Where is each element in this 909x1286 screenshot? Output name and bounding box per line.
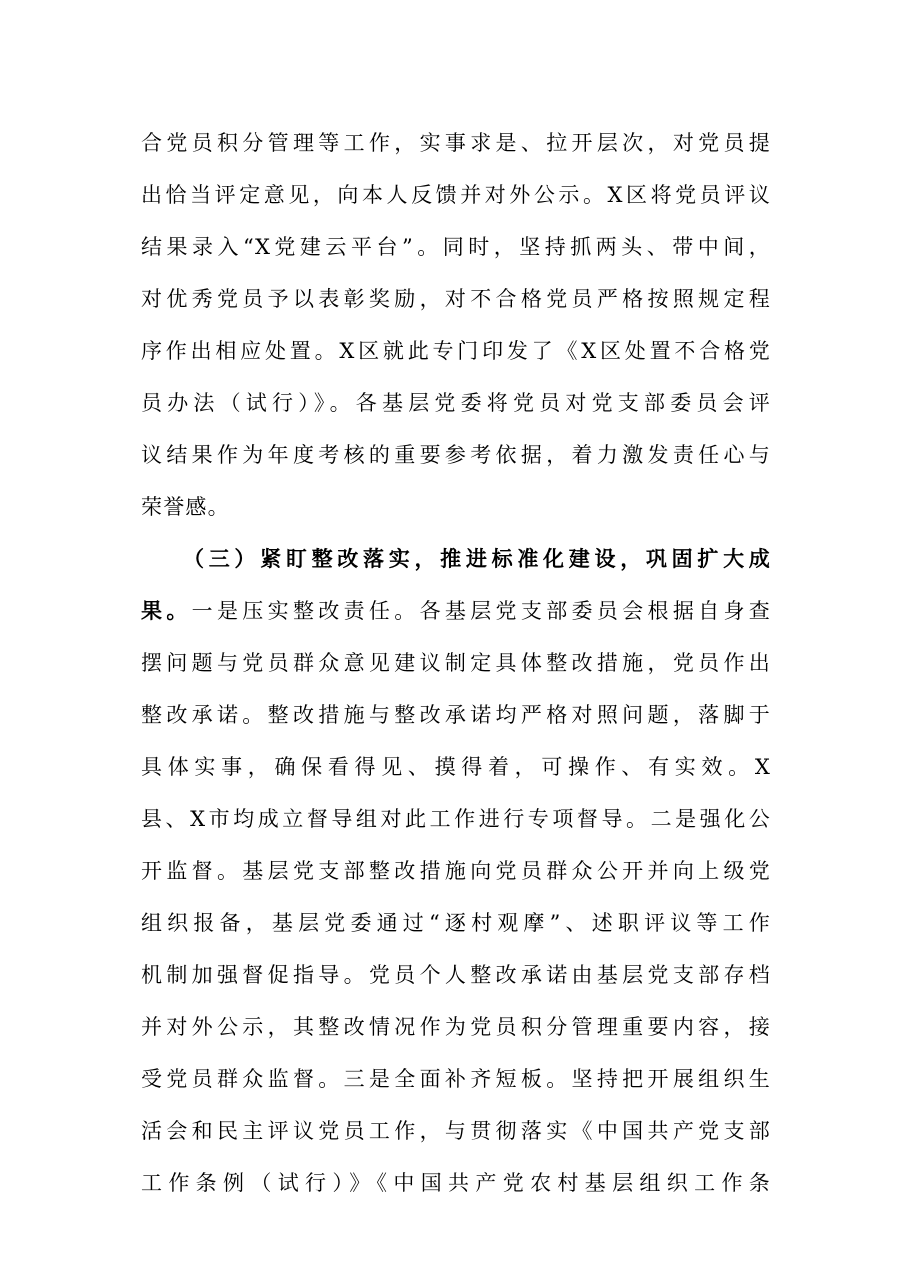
section-heading: （三）紧盯整改落实，推进标准化建设，巩固扩大成: [183, 546, 771, 571]
paragraph-line: 荣誉感。: [141, 495, 230, 519]
paragraph-line: 受党员群众监督。三是全面补齐短板。坚持把开展组织生: [141, 1067, 771, 1091]
paragraph-line: 整改承诺。整改措施与整改承诺均严格对照问题，落脚于: [141, 703, 771, 727]
paragraph-line: 合党员积分管理等工作，实事求是、拉开层次，对党员提: [141, 131, 771, 155]
paragraph-line: 县、X市均成立督导组对此工作进行专项督导。二是强化公: [141, 807, 771, 831]
paragraph-line: 并对外公示，其整改情况作为党员积分管理重要内容，接: [141, 1015, 771, 1039]
paragraph-line: 工作条例（试行）》《中国共产党农村基层组织工作条: [141, 1171, 771, 1195]
paragraph-line: [141, 596, 771, 626]
paragraph-line: 具体实事，确保看得见、摸得着，可操作、有实效。X: [141, 755, 771, 779]
section-heading-end: 果。: [141, 598, 192, 623]
paragraph-line: 对优秀党员予以表彰奖励，对不合格党员严格按照规定程: [141, 287, 771, 311]
paragraph-line: 结果录入“X党建云平台”。同时，坚持抓两头、带中间，: [141, 235, 771, 259]
paragraph-line: 组织报备，基层党委通过“逐村观摩”、述职评议等工作: [141, 911, 771, 935]
paragraph-line: 序作出相应处置。X区就此专门印发了《X区处置不合格党: [141, 339, 771, 363]
paragraph-line: 摆问题与党员群众意见建议制定具体整改措施，党员作出: [141, 651, 771, 675]
paragraph-line: 开监督。基层党支部整改措施向党员群众公开并向上级党: [141, 859, 771, 883]
paragraph-line: 机制加强督促指导。党员个人整改承诺由基层党支部存档: [141, 963, 771, 987]
paragraph-text: 一是压实整改责任。各基层党支部委员会根据自身查: [191, 599, 771, 623]
paragraph-line: 员办法（试行）》。各基层党委将党员对党支部委员会评: [141, 391, 771, 415]
paragraph-line: 活会和民主评议党员工作，与贯彻落实《中国共产党支部: [141, 1119, 771, 1143]
paragraph-line: 出恰当评定意见，向本人反馈并对外公示。X区将党员评议: [141, 183, 771, 207]
paragraph-line: 议结果作为年度考核的重要参考依据，着力激发责任心与: [141, 443, 771, 467]
